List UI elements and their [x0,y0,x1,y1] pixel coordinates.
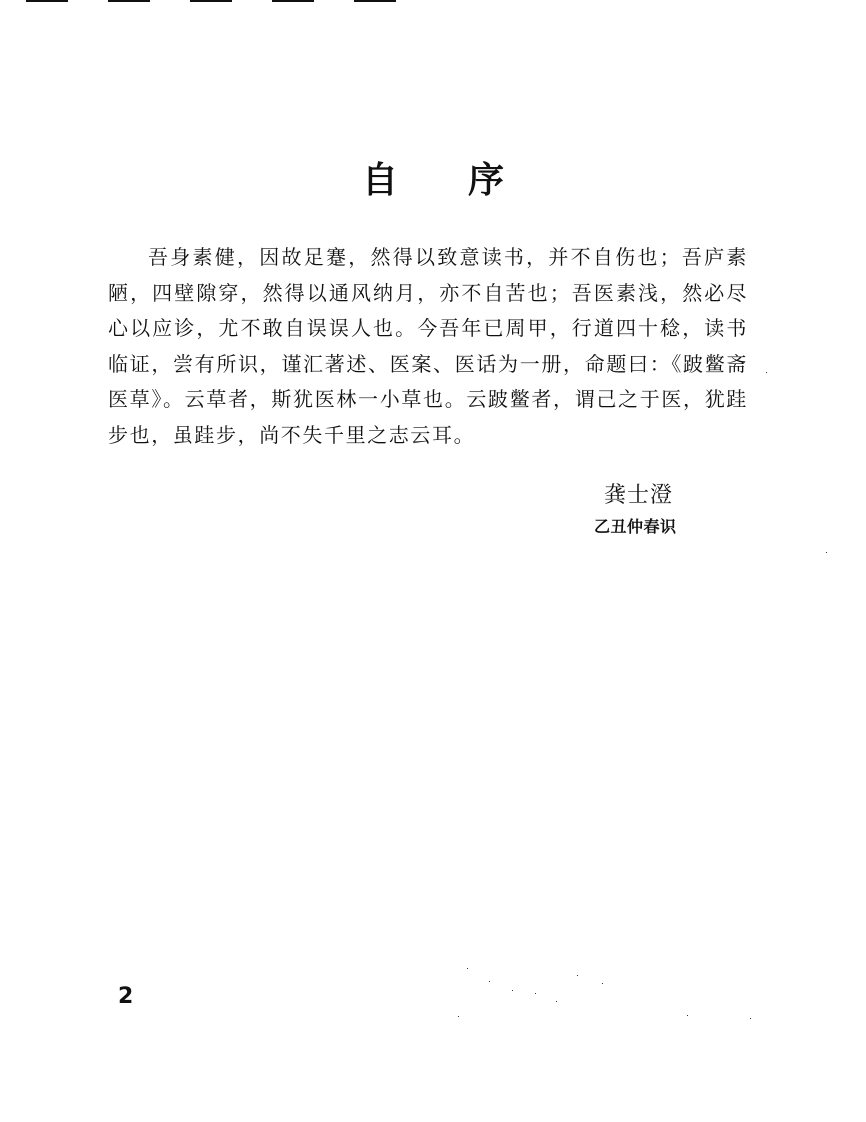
top-rule-3 [190,0,232,2]
top-rule-4 [272,0,314,2]
page-title [0,152,866,203]
preface-body: 吾身素健，因故足蹇，然得以致意读书，并不自伤也；吾庐素陋，四壁隙穿，然得以通风纳月，亦不自苦也；吾医素浅，然必尽心以应诊，尤不敢自误误人也。今吾年已周甲，行道四十稔，读书临证，尝有所识，谨汇著述、医案、医话为一册，命题曰：《跛鳖斋医草》。云草者，斯犹医林一小草也。云跛鳖者，谓己之于医，犹跬步也，虽跬步，尚不失千里之志云耳。 [108,245,748,447]
title-char-2: 序 [468,159,505,201]
title-char-1: 自 [361,159,398,201]
scan-speck [766,372,767,373]
scan-speck [602,983,603,984]
author-signature: 龚士澄 [604,483,674,508]
scan-speck [535,993,536,994]
top-rule-2 [108,0,150,2]
signature-date: 乙丑仲春识 [594,517,677,536]
scan-speck [512,990,513,991]
scan-speck [577,975,578,976]
scan-speck [458,1016,459,1017]
scan-speck [467,968,468,969]
top-rule-5 [354,0,396,2]
scan-speck [489,981,490,982]
scan-speck [750,1018,751,1019]
scan-speck [826,552,827,553]
scan-speck [687,1015,688,1016]
scan-speck [556,1001,557,1002]
page-number: 2 [118,984,134,1009]
top-rule-1 [26,0,68,2]
